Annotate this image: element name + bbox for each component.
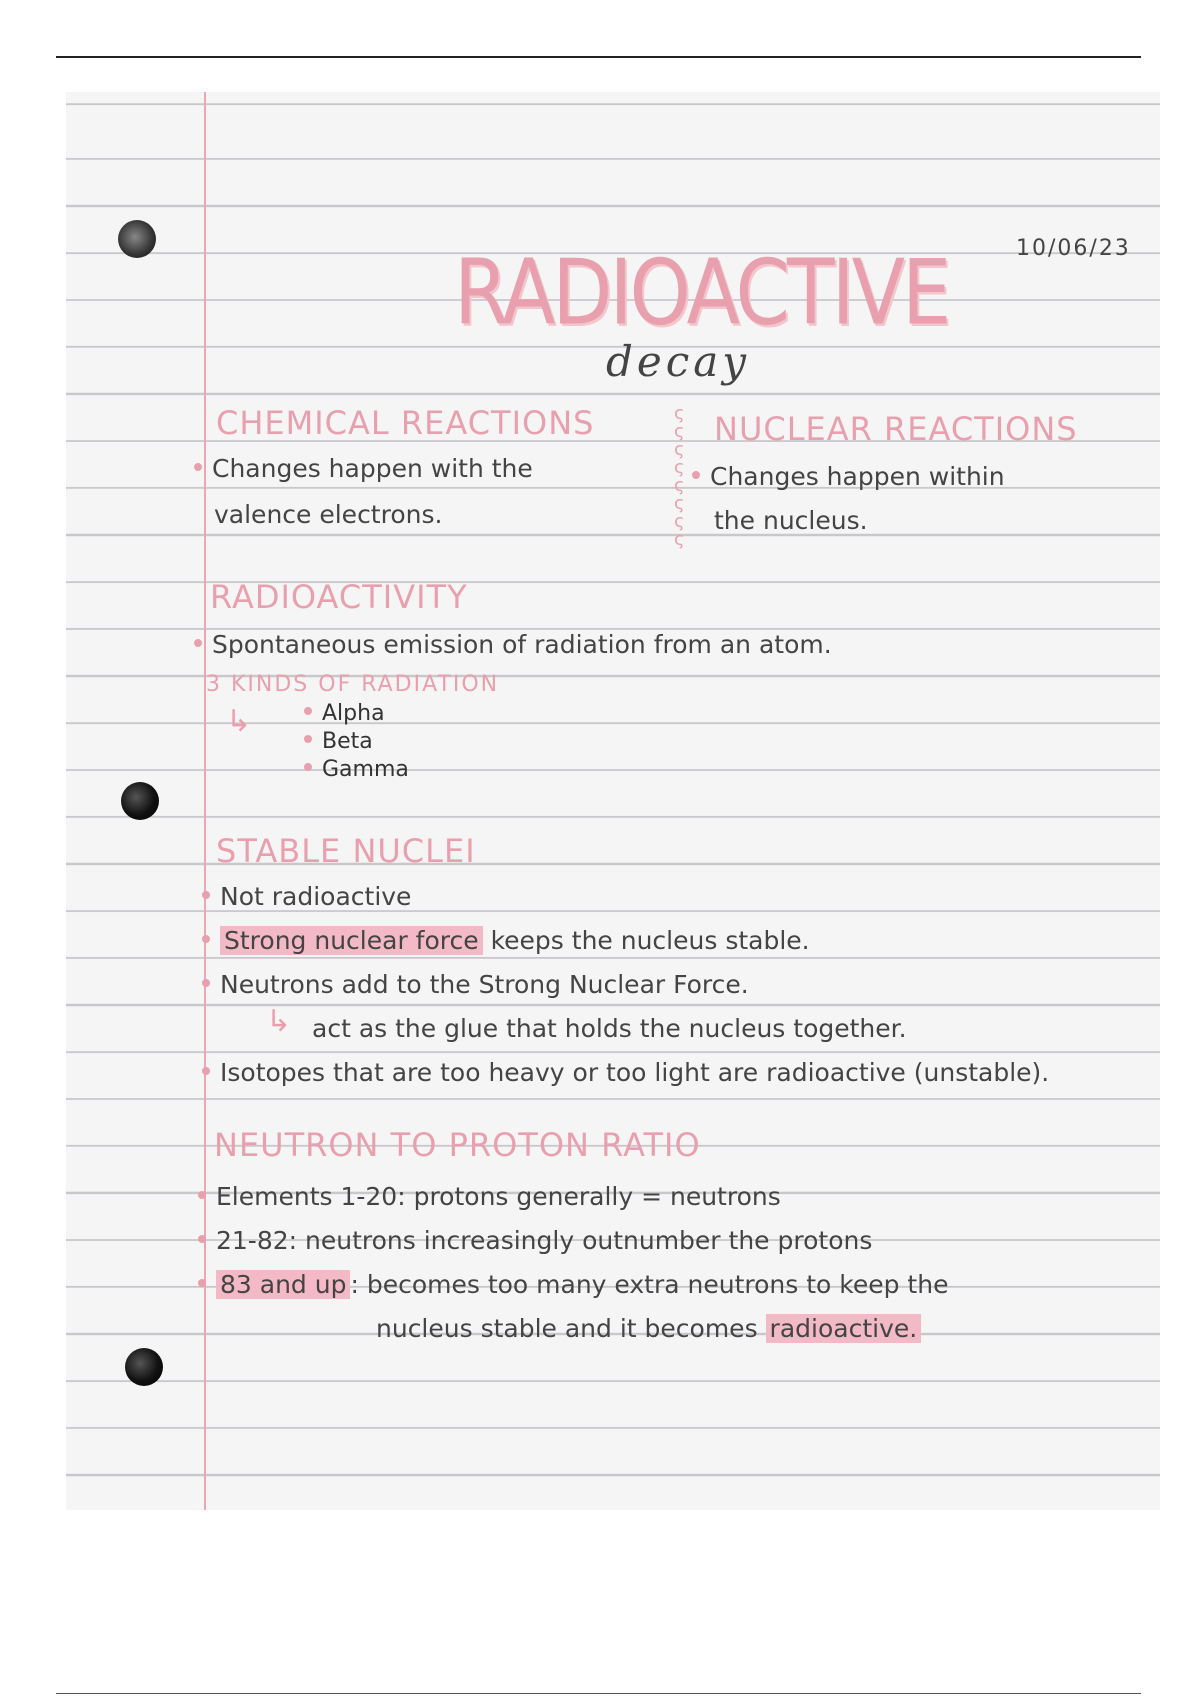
ratio-line-1: Elements 1-20: protons generally = neutrons	[198, 1182, 781, 1211]
binder-hole-icon	[121, 782, 159, 820]
chemical-line-2: valence electrons.	[214, 500, 443, 529]
bullet-icon	[202, 1067, 210, 1075]
stable-line-4: act as the glue that holds the nucleus together.	[312, 1014, 907, 1043]
binder-hole-icon	[118, 220, 156, 258]
stable-line-1: Not radioactive	[202, 882, 411, 911]
date: 10/06/23	[1016, 236, 1131, 261]
stable-line-5: Isotopes that are too heavy or too light are radioactive (unstable).	[202, 1058, 1049, 1087]
section-divider: ς ς ς ς ς ς ς ς	[674, 403, 685, 550]
nuclear-line-2: the nucleus.	[714, 506, 868, 535]
bullet-icon	[304, 763, 312, 771]
bullet-icon	[202, 891, 210, 899]
arrow-icon: ↳	[226, 704, 252, 739]
bullet-icon	[202, 935, 210, 943]
page-bottom-rule	[56, 1693, 1141, 1694]
ratio-line-4: nucleus stable and it becomes radioactive.	[376, 1314, 921, 1343]
stable-nuclei-heading: STABLE NUCLEI	[216, 832, 476, 870]
binder-hole-icon	[125, 1348, 163, 1386]
highlight: radioactive.	[766, 1314, 922, 1343]
nuclear-reactions-heading: NUCLEAR REACTIONS	[714, 410, 1078, 448]
notebook-paper	[66, 92, 1160, 1510]
radiation-kinds-heading: 3 KINDS OF RADIATION	[206, 672, 500, 697]
stable-line-3: Neutrons add to the Strong Nuclear Force.	[202, 970, 749, 999]
radioactivity-definition: Spontaneous emission of radiation from an atom.	[194, 630, 832, 659]
ratio-heading: NEUTRON TO PROTON RATIO	[214, 1126, 701, 1164]
ratio-line-3: 83 and up : becomes too many extra neutrons to keep the	[198, 1270, 948, 1299]
highlight: 83 and up	[216, 1270, 350, 1299]
page-title: RADIOACTIVE	[454, 242, 949, 346]
page-subtitle: decay	[606, 337, 751, 386]
bullet-icon	[202, 979, 210, 987]
highlight: Strong nuclear force	[220, 926, 483, 955]
list-item: Alpha	[304, 700, 409, 728]
chemical-line-1: Changes happen with the	[194, 454, 533, 483]
bullet-icon	[198, 1191, 206, 1199]
radiation-kinds-list	[304, 700, 409, 784]
bullet-icon	[304, 707, 312, 715]
nuclear-line-1: Changes happen within	[692, 462, 1005, 491]
chemical-reactions-heading: CHEMICAL REACTIONS	[216, 404, 595, 442]
bullet-icon	[198, 1279, 206, 1287]
page-top-rule	[56, 56, 1141, 58]
list-item: Beta	[304, 728, 409, 756]
bullet-icon	[194, 639, 202, 647]
ratio-line-2: 21-82: neutrons increasingly outnumber the protons	[198, 1226, 872, 1255]
list-item: Gamma	[304, 756, 409, 784]
bullet-icon	[194, 463, 202, 471]
bullet-icon	[198, 1235, 206, 1243]
stable-line-2: Strong nuclear force keeps the nucleus stable.	[202, 926, 810, 955]
radioactivity-heading: RADIOACTIVITY	[210, 578, 468, 616]
bullet-icon	[304, 735, 312, 743]
arrow-icon: ↳	[266, 1004, 292, 1039]
bullet-icon	[692, 471, 700, 479]
